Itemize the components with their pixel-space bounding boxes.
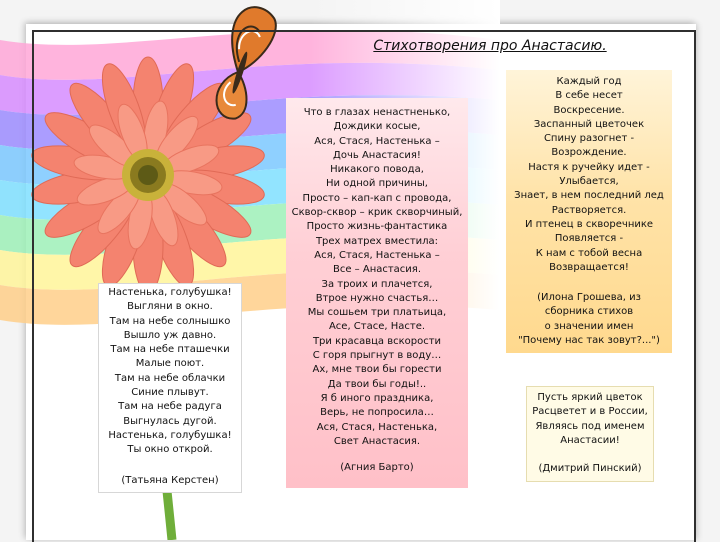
poem-line: Выгнулась дугой. (123, 415, 217, 427)
poem-line: За троих и плачется, (321, 278, 433, 290)
poem-line: Синие плывут. (131, 387, 209, 399)
poem-line: Асе, Стасе, Насте. (328, 321, 426, 333)
poem-line: Настенька, голубушка! (108, 429, 232, 441)
poem-line: Настя к ручейку идет - (528, 161, 650, 173)
poem-line: С горя прыгнут в воду… (312, 350, 442, 362)
poem-line: Пусть яркий цветок (537, 392, 643, 403)
poem-line: Верь, не попросила… (320, 407, 434, 419)
poem-line: Никакого повода, (330, 164, 424, 176)
poem-line: Что в глазах ненастненько, (303, 107, 451, 118)
poem-author-line: о значении имен (544, 320, 634, 332)
poem-author-line: (Илона Грошева, из (537, 292, 641, 304)
poem-line: Втрое нужно счастья… (315, 292, 439, 304)
poem-card-grosheva (506, 70, 672, 353)
poem-line: Ни одной причины, (326, 178, 428, 190)
poem-author: (Агния Барто) (340, 462, 414, 474)
poem-line: Каждый год (556, 76, 622, 87)
poem-line: Малые поют. (135, 358, 205, 370)
poem-line: Появляется - (554, 233, 624, 245)
poem-line: Там на небе радуга (118, 401, 222, 413)
poem-line: Являясь под именем (535, 420, 645, 432)
poem-line: Свет Анастасия. (333, 435, 421, 447)
poem-line: Возвращается! (549, 261, 629, 273)
poem-line: Ася, Стася, Настенька – (314, 135, 440, 147)
poem-author: (Татьяна Керстен) (121, 474, 219, 486)
poem-author: (Дмитрий Пинский) (538, 463, 642, 475)
poem-line: Растворяется. (551, 204, 627, 216)
poem-line: Знает, в нем последний лед (514, 190, 664, 202)
poem-author-line: "Почему нас так зовут?...") (518, 335, 660, 347)
poem-line: Там на небе облачки (114, 372, 226, 384)
poem-author-line: сборника стихов (544, 306, 634, 318)
poem-line: Там на небе пташечки (110, 344, 230, 356)
poem-line: Ах, мне твои бы горести (312, 364, 442, 376)
poem-line: Расцветет и в России, (532, 406, 648, 418)
poem-line: Ты окно открой. (127, 444, 213, 456)
poem-line: Просто – кап-кап с провода, (302, 192, 452, 204)
poem-line: Я б иного праздника, (320, 392, 434, 404)
poem-line: Сквор-сквор – крик скворчиный, (291, 207, 463, 219)
poem-line: Заспанный цветочек (533, 118, 645, 130)
poem-line: Дочь Анастасия! (333, 149, 421, 161)
poem-card-kersten (98, 283, 242, 493)
poem-line: Дождики косые, (333, 121, 421, 133)
poem-line: Там на небе солнышко (109, 315, 231, 327)
poem-line: Воскресение. (553, 104, 625, 116)
poem-line: Настенька, голубушка! (108, 287, 232, 298)
poem-line: Просто жизнь-фантастика (306, 221, 448, 233)
poem-line: Ася, Стася, Настенька – (314, 249, 440, 261)
poem-author (506, 291, 672, 348)
poem-line: В себе несет (555, 90, 623, 102)
poem-card-barto (286, 98, 468, 488)
poem-line: И птенец в скворечнике (524, 218, 654, 230)
poem-line: Мы сошьем три платьица, (307, 307, 447, 319)
poem-line: К нам с тобой весна (535, 247, 643, 259)
poem-line: Трех матрех вместила: (315, 235, 439, 247)
poem-line: Спину разогнет - (543, 133, 635, 145)
poem-line: Выгляни в окно. (127, 301, 213, 313)
poem-line: Все – Анастасия. (332, 264, 422, 276)
poem-line: Три красавца вскорости (312, 335, 442, 347)
poem-line: Анастасии! (560, 434, 620, 446)
poem-line: Да твои бы годы!.. (327, 378, 427, 390)
poem-line: Улыбается, (559, 176, 619, 188)
page-title: Стихотворения про Анастасию. (373, 38, 607, 54)
poem-line: Возрождение. (551, 147, 627, 159)
poem-line: Ася, Стася, Настенька, (316, 421, 438, 433)
poem-line: Вышло уж давно. (123, 329, 217, 341)
poem-card-pinsky (526, 386, 654, 482)
